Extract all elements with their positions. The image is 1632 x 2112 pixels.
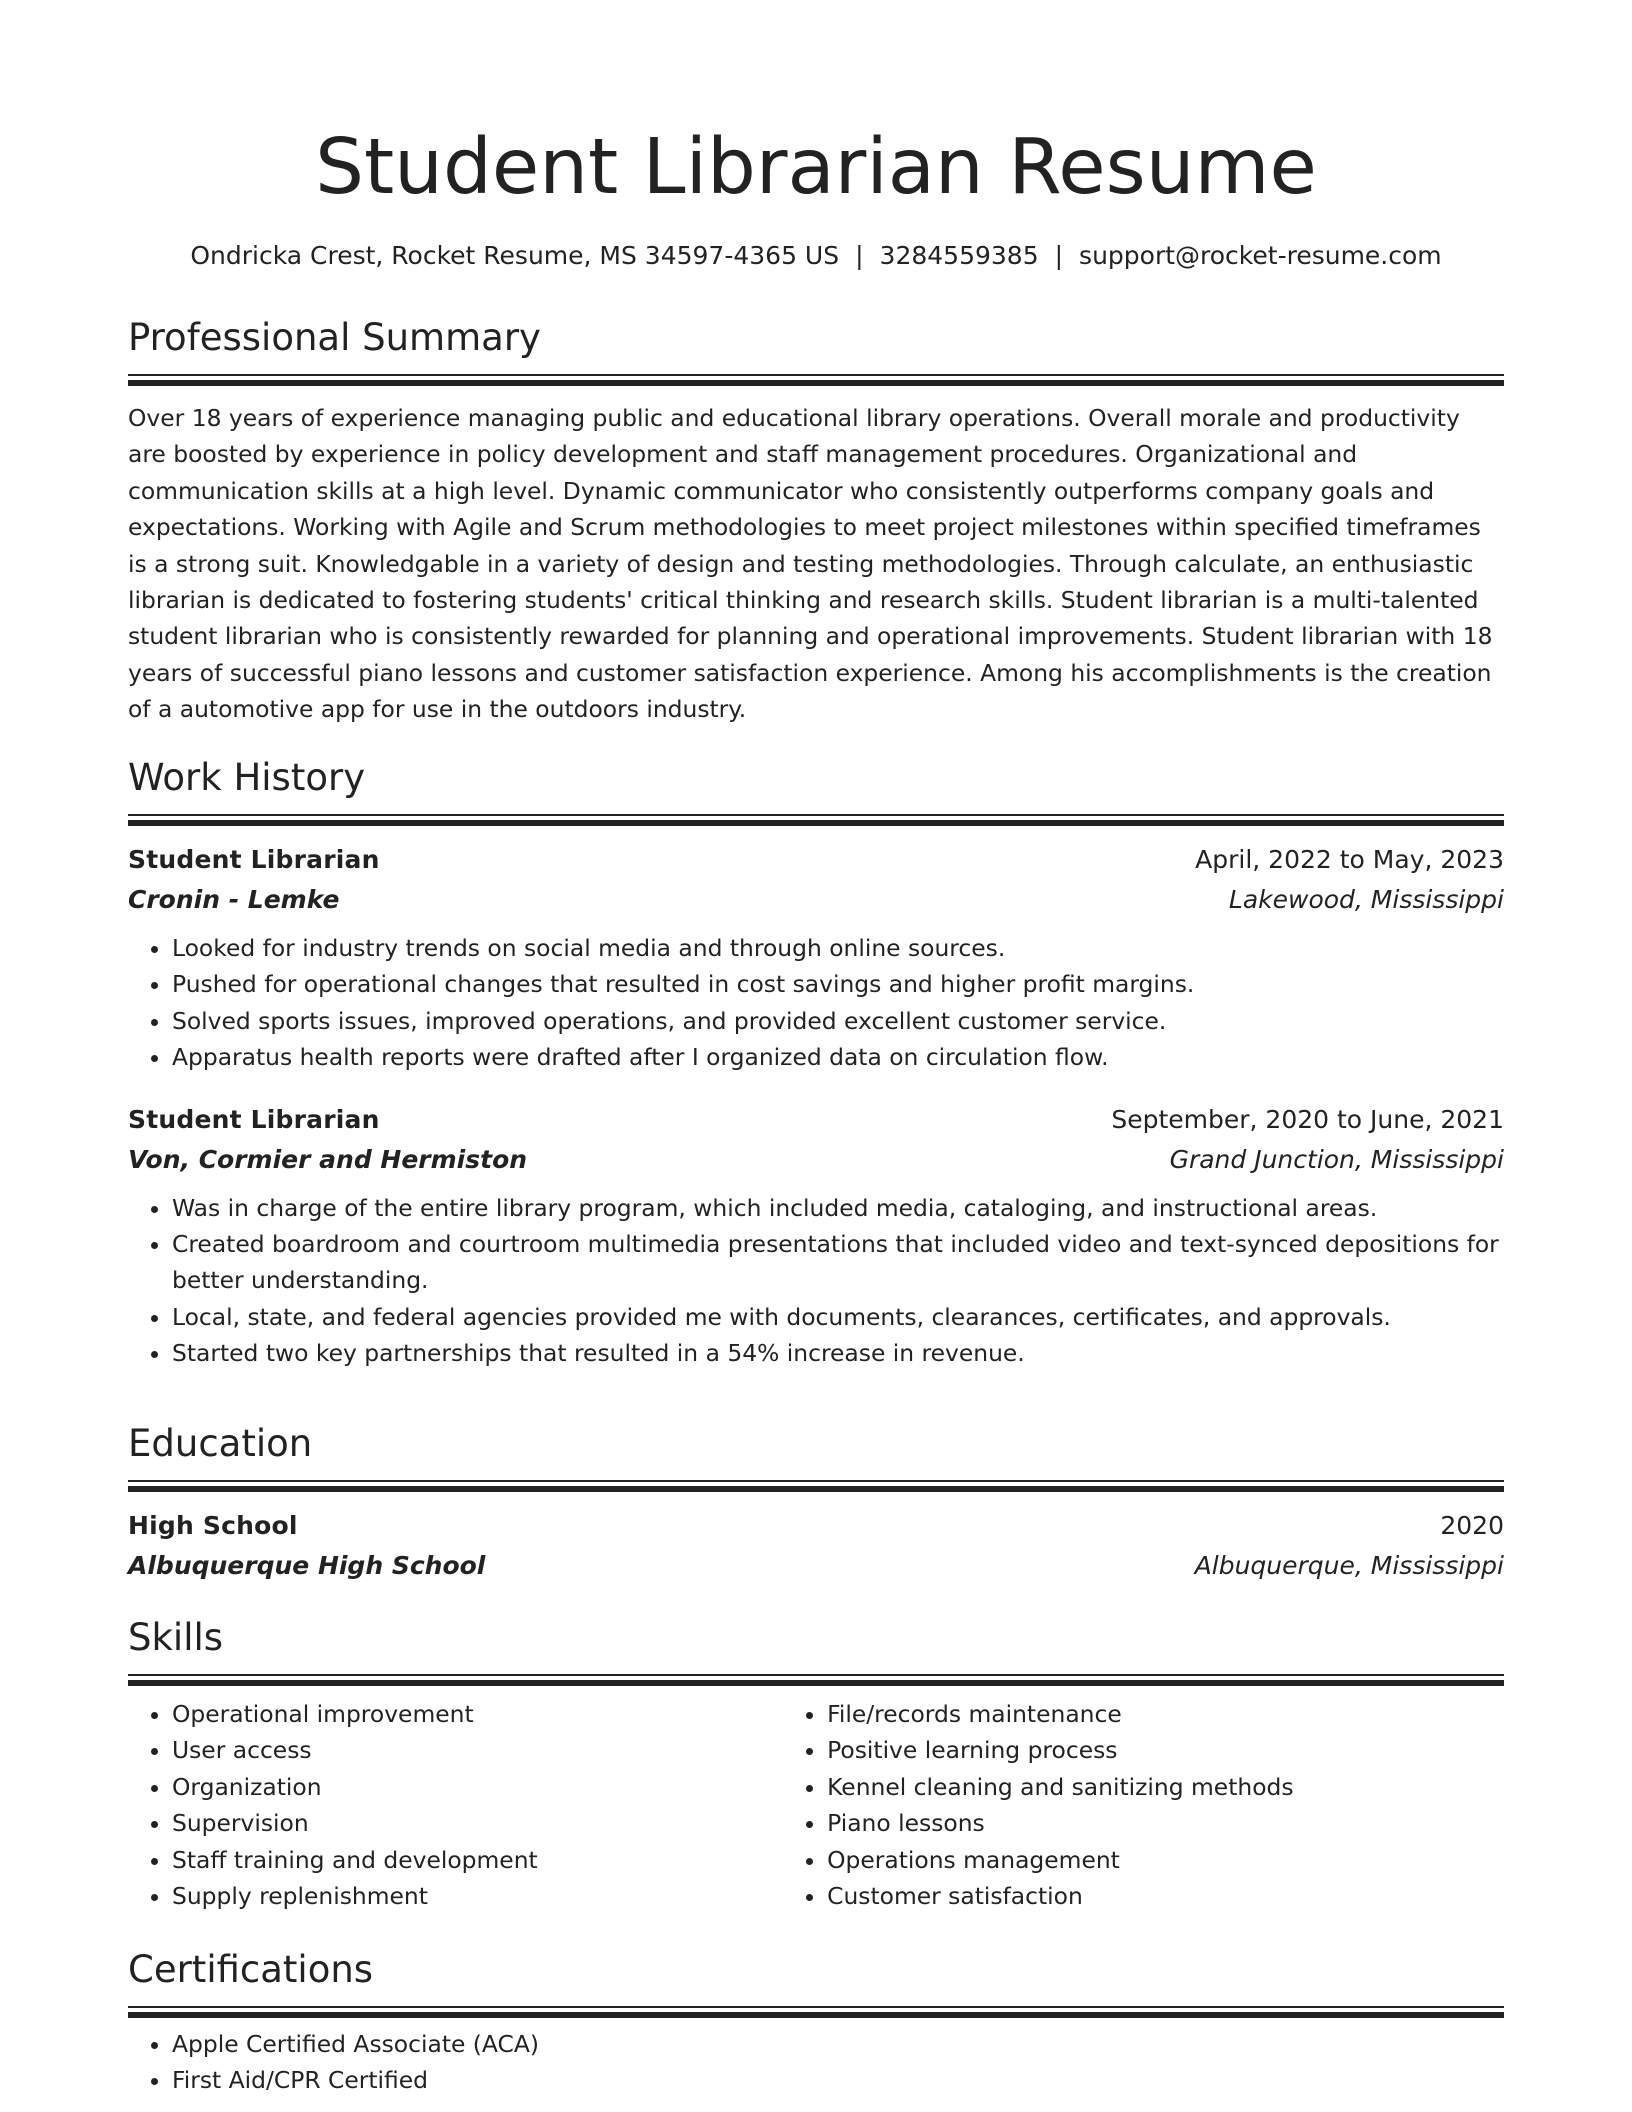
skills-columns — [128, 1696, 1504, 1914]
section-rule — [128, 814, 1504, 816]
section-rule-thick — [128, 2012, 1504, 2018]
job-bullet: • Started two key partnerships that resulted in a 54% increase in revenue. — [172, 1335, 1504, 1371]
contact-separator: | — [855, 241, 864, 270]
work-history-section — [128, 752, 1504, 1372]
job-bullet: • Pushed for operational changes that resulted in cost savings and higher profit margins. — [172, 966, 1504, 1002]
education-header-row — [128, 1506, 1504, 1546]
skill-item: • Supervision — [172, 1805, 783, 1841]
job-bullets — [128, 1190, 1504, 1372]
job-entry — [128, 1100, 1504, 1372]
skill-item: • Supply replenishment — [172, 1878, 783, 1914]
job-location: Lakewood, Mississippi — [1228, 885, 1504, 914]
section-rule-thick — [128, 1680, 1504, 1686]
skill-item: • Customer satisfaction — [827, 1878, 1504, 1914]
certifications-section — [128, 1944, 1504, 2099]
contact-phone: 3284559385 — [879, 241, 1039, 270]
summary-section — [128, 312, 1504, 728]
education-school-row — [128, 1546, 1504, 1586]
skill-item: • Operational improvement — [172, 1696, 783, 1732]
resume-title: Student Librarian Resume — [315, 123, 1317, 212]
section-rule — [128, 1674, 1504, 1676]
section-rule — [128, 374, 1504, 376]
skill-item: • File/records maintenance — [827, 1696, 1504, 1732]
job-header-row — [128, 1100, 1504, 1140]
job-title: Student Librarian — [128, 845, 380, 874]
skills-list-right — [783, 1696, 1504, 1914]
education-degree: High School — [128, 1511, 298, 1540]
job-company: Cronin - Lemke — [128, 885, 340, 914]
job-title: Student Librarian — [128, 1104, 380, 1134]
job-bullets — [128, 930, 1504, 1076]
skill-item: • Staff training and development — [172, 1842, 783, 1878]
contact-address: Ondricka Crest, Rocket Resume, MS 34597-4365 US — [190, 241, 840, 270]
job-bullet: • Apparatus health reports were drafted after I organized data on circulation flow. — [172, 1039, 1504, 1075]
job-bullet: • Solved sports issues, improved operations, and provided excellent customer service. — [172, 1003, 1504, 1039]
job-dates: April, 2022 to May, 2023 — [1195, 845, 1504, 874]
job-header-row — [128, 840, 1504, 880]
job-bullet: • Looked for industry trends on social media and through online sources. — [172, 930, 1504, 966]
certifications-list — [128, 2026, 1504, 2099]
certification-item: • Apple Certified Associate (ACA) — [172, 2026, 1504, 2062]
job-company-row — [128, 1140, 1504, 1180]
section-rule-thick — [128, 820, 1504, 826]
skill-item: • Organization — [172, 1769, 783, 1805]
skill-item: • Operations management — [827, 1842, 1504, 1878]
job-bullet: • Local, state, and federal agencies provided me with documents, clearances, certificates, and approvals. — [172, 1299, 1504, 1335]
section-heading-skills: Skills — [128, 1616, 224, 1659]
education-location: Albuquerque, Mississippi — [1194, 1551, 1504, 1580]
section-rule-thick — [128, 380, 1504, 386]
skill-item: • Piano lessons — [827, 1805, 1504, 1841]
section-heading-summary: Professional Summary — [128, 316, 541, 359]
job-company-row — [128, 880, 1504, 920]
skill-item: • User access — [172, 1732, 783, 1768]
education-section — [128, 1418, 1504, 1586]
summary-text: Over 18 years of experience managing public and educational library operations. Overall morale and productivity are boosted by experience in policy development and staff management procedures. Organizational and communication skills at a high level. Dynamic communicator who consistently outperforms company goals and expectations. Working with Agile and Scrum methodologies to meet project milestones within specified timeframes is a strong suit. Knowledgable in a variety of design and testing methodologies. Through calculate, an enthusiastic librarian is dedicated to fostering students' critical thinking and research skills. Student librarian is a multi-talented student librarian who is consistently rewarded for planning and operational improvements. Student librarian with 18 years of successful piano lessons and customer satisfaction experience. Among his accomplishments is the creation of a automotive app for use in the outdoors industry. — [128, 404, 1493, 724]
job-entry — [128, 840, 1504, 1076]
skills-section — [128, 1612, 1504, 1914]
section-rule-thick — [128, 1486, 1504, 1492]
job-location: Grand Junction, Mississippi — [1169, 1144, 1504, 1174]
job-bullet: • Was in charge of the entire library program, which included media, cataloging, and instructional areas. — [172, 1190, 1504, 1226]
section-heading-work-history: Work History — [128, 756, 366, 799]
certification-item: • First Aid/CPR Certified — [172, 2062, 1504, 2098]
section-heading-certifications: Certifications — [128, 1948, 374, 1991]
section-rule — [128, 1480, 1504, 1482]
contact-email: support@rocket-resume.com — [1079, 241, 1442, 270]
contact-line — [128, 236, 1504, 276]
contact-separator: | — [1054, 241, 1064, 270]
education-school: Albuquerque High School — [128, 1551, 486, 1580]
skill-item: • Kennel cleaning and sanitizing methods — [827, 1769, 1504, 1805]
job-dates: September, 2020 to June, 2021 — [1111, 1104, 1504, 1134]
education-year: 2020 — [1440, 1511, 1504, 1540]
job-company: Von, Cormier and Hermiston — [128, 1144, 528, 1174]
section-rule — [128, 2006, 1504, 2008]
skills-list-left — [128, 1696, 783, 1914]
section-heading-education: Education — [128, 1422, 313, 1465]
education-entry — [128, 1506, 1504, 1586]
job-bullet: • Created boardroom and courtroom multimedia presentations that included video and text-synced depositions for better understanding. — [172, 1226, 1504, 1299]
skill-item: • Positive learning process — [827, 1732, 1504, 1768]
